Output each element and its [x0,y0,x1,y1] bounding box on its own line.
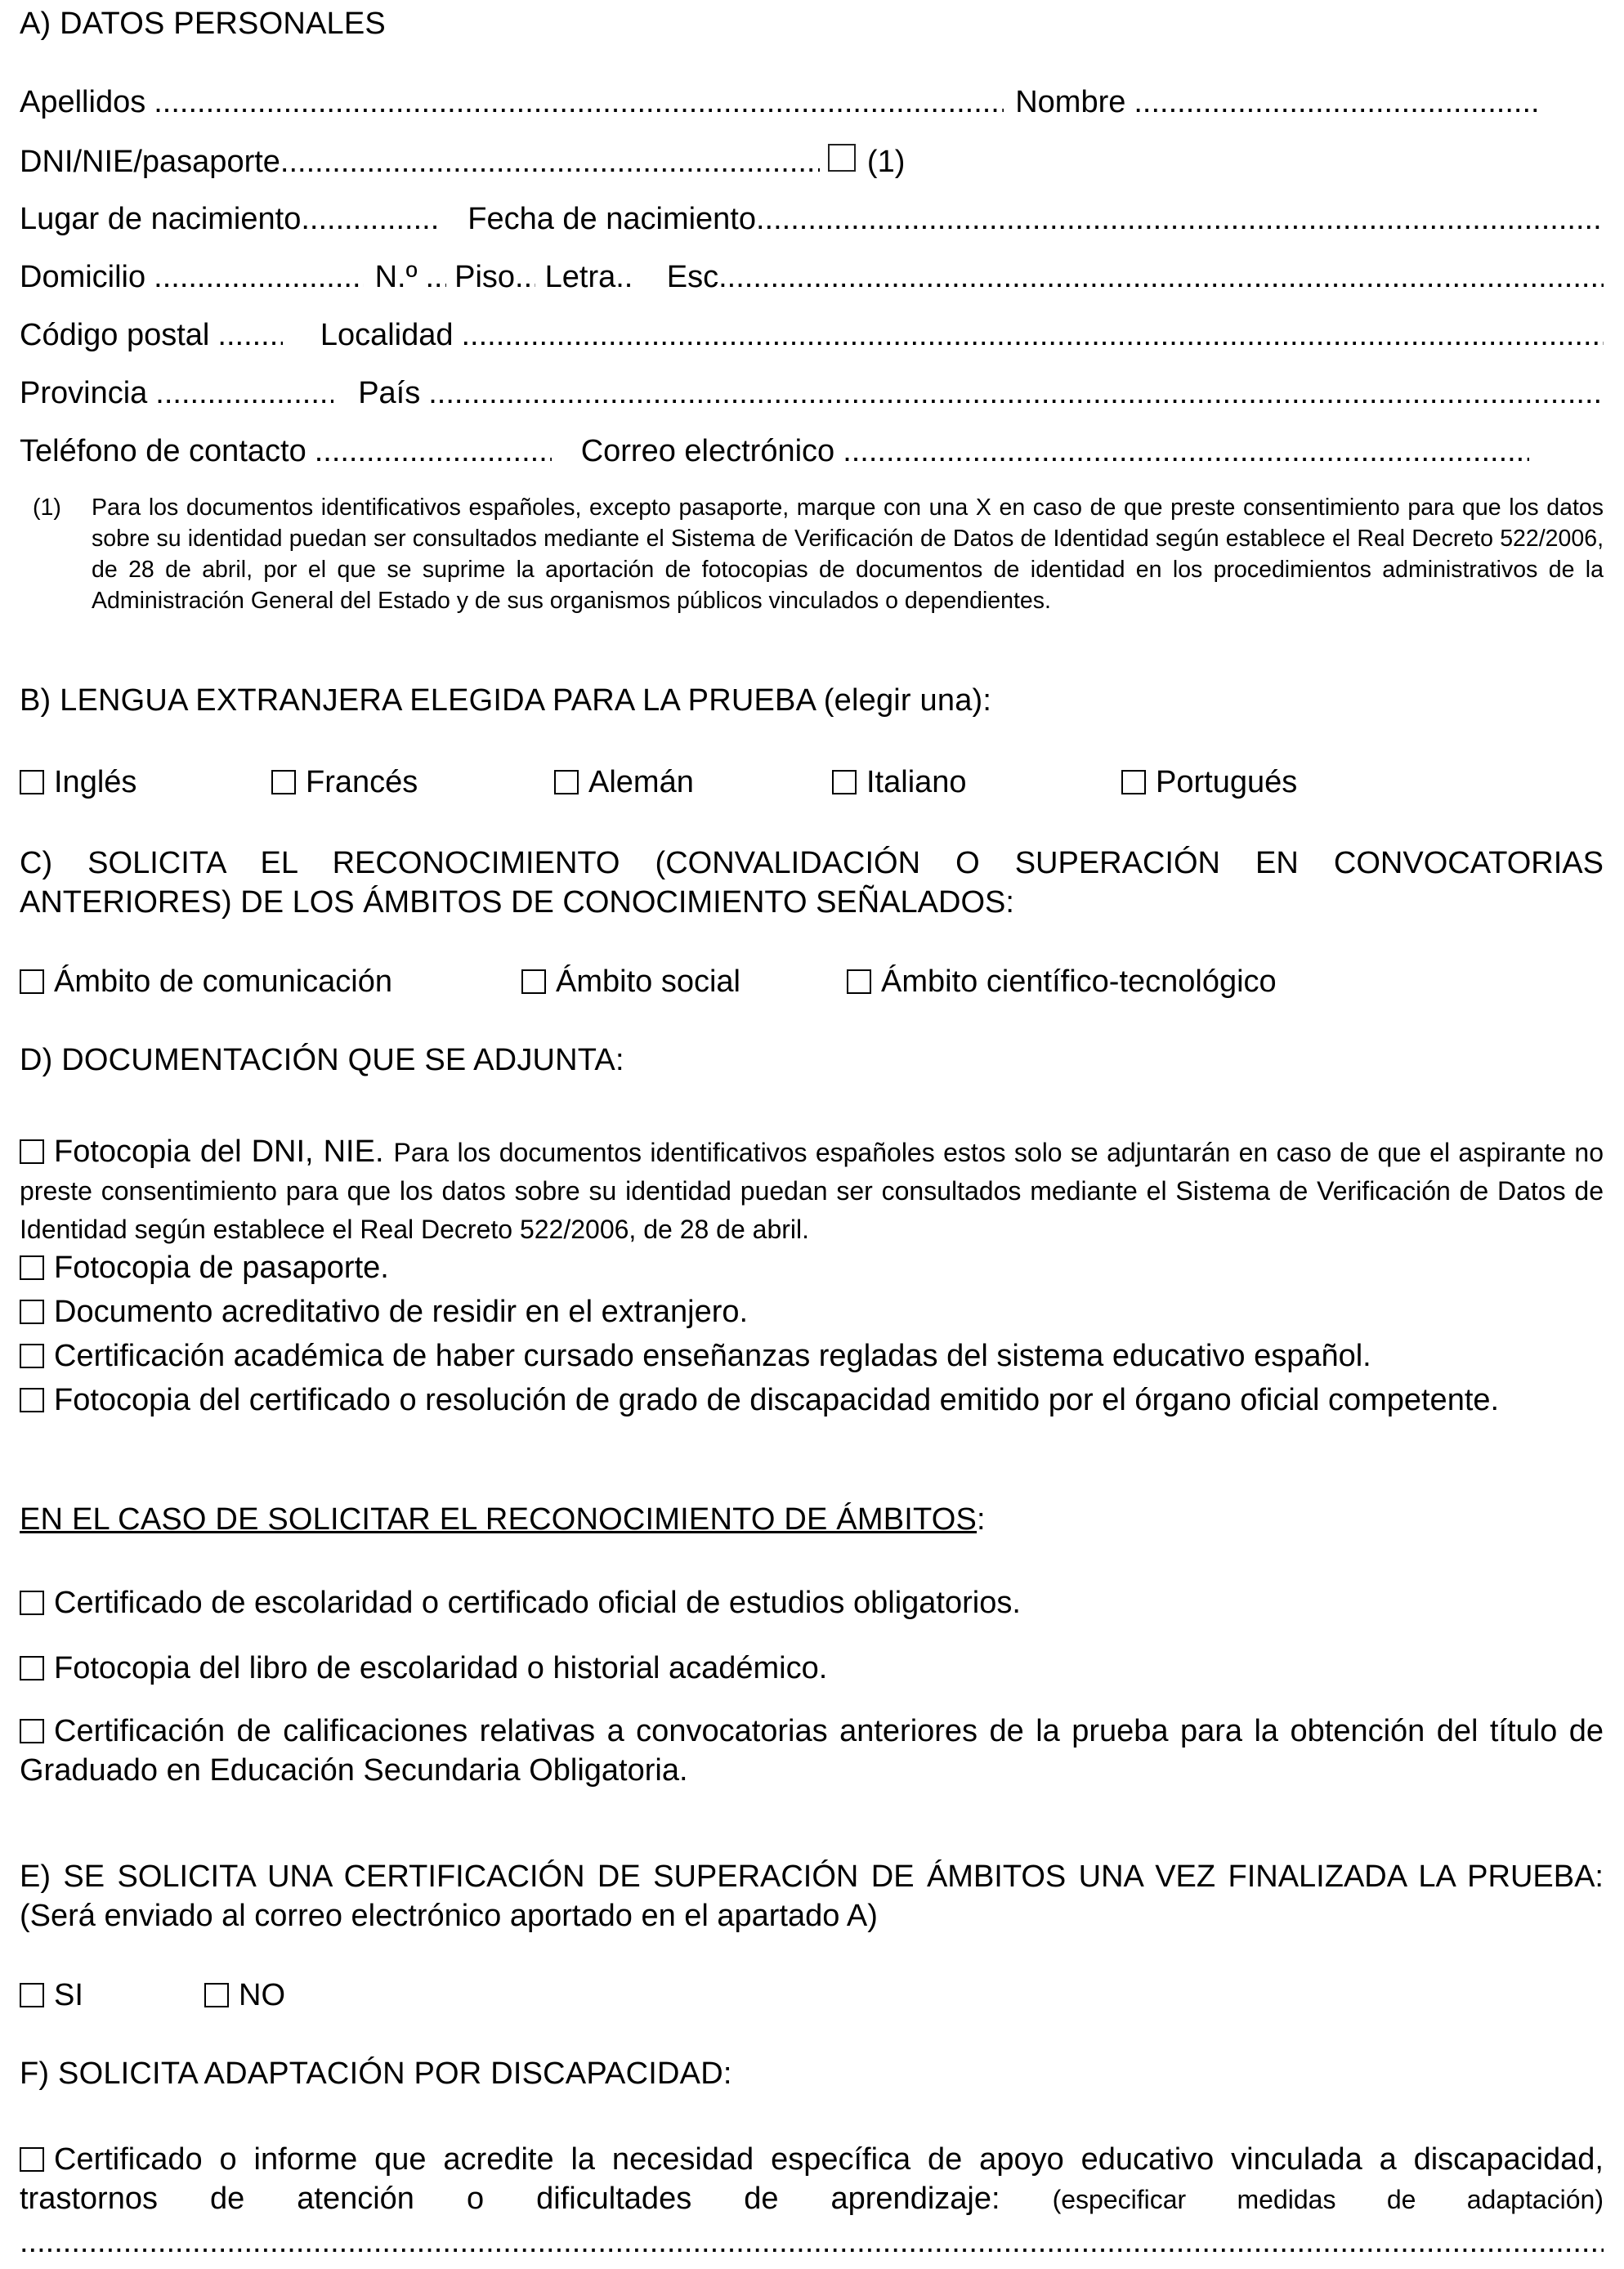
row-dni [20,144,1604,180]
option-label: Inglés [54,765,137,799]
letra-label: Letra [544,260,616,294]
row-apellidos-nombre [20,85,1604,120]
numero-label: N.º [374,260,418,294]
checkbox-icon[interactable] [20,1719,44,1743]
option-si[interactable] [20,1978,83,2013]
doc-item-label: Fotocopia de pasaporte. [54,1251,389,1285]
checkbox-icon[interactable] [554,770,579,794]
adaptacion-item-note: (especificar medidas de adaptación) [1052,2185,1604,2214]
escalera-field[interactable] [718,260,1604,295]
nombre-field[interactable] [1134,85,1542,120]
apellidos-label: Apellidos [20,85,146,119]
codigo-postal-label: Código postal [20,318,210,352]
fecha-nacimiento-label: Fecha de nacimiento [468,202,756,236]
checkbox-icon[interactable] [20,969,44,994]
footnote-number: (1) [33,495,61,521]
doc-dni-detail: Para los documentos identificativos españoles estos solo se adjuntarán en caso de que el aspirante no preste consentimiento para que los datos sobre su identidad puedan ser consultados mediante el Sistema de Verificación de Datos de Identidad según establece el Real Decreto 522/2006, de 28 de abril. [20,1138,1604,1244]
checkbox-icon[interactable] [832,770,857,794]
telefono-label: Teléfono de contacto [20,434,306,468]
localidad-label: Localidad [320,318,454,352]
adaptacion-item [20,2140,1604,2219]
doc-item-residencia[interactable] [20,1295,748,1330]
checkbox-icon[interactable] [20,1255,44,1280]
adaptacion-item-text [20,2140,1604,2219]
ambitos-item-label: Certificación de calificaciones relativas a convocatorias anteriores de la prueba para la obtención del título de Graduado en Educación Secundaria Obligatoria. [20,1714,1604,1788]
row-domicilio [20,260,1604,295]
correo-label: Correo electrónico [580,434,835,468]
adaptacion-item-label: Certificado o informe que acredite la necesidad específica de apoyo educativo vinculada a discapacidad, trastornos de atención o dificultades de aprendizaje: [20,2142,1604,2216]
fecha-nacimiento-field[interactable] [756,202,1604,237]
option-label: Alemán [588,765,694,799]
checkbox-icon[interactable] [20,1300,44,1324]
provincia-label: Provincia [20,376,148,410]
checkbox-icon[interactable] [20,770,44,794]
footnote-ref: (1) [866,145,906,179]
option-ambito-cientifico[interactable] [847,964,1277,1000]
pais-field[interactable] [428,376,1604,411]
piso-field[interactable] [515,260,535,295]
ambito-options [20,964,1604,1004]
ambitos-item-label: Certificado de escolaridad o certificado oficial de estudios obligatorios. [54,1586,1021,1620]
option-label: Francés [306,765,418,799]
doc-item-discapacidad[interactable] [20,1383,1499,1418]
certification-options [20,1978,1604,2017]
correo-field[interactable] [843,434,1529,469]
row-contacto [20,434,1604,469]
lugar-nacimiento-field[interactable] [301,202,441,237]
adaptacion-measures-line [20,2225,1604,2260]
option-ambito-social[interactable] [521,964,740,1000]
checkbox-icon[interactable] [20,1139,44,1164]
footnote-text: Para los documentos identificativos españoles, excepto pasaporte, marque con una X en caso de que preste consentimiento para que los datos sobre su identidad puedan ser consultados mediante el Sistema de Verificación de Datos de Identidad según establece el Real Decreto 522/2006, de 28 de abril, por el que se suprime la aportación de fotocopias de documentos de identidad en los procedimientos administrativos de la Administración General del Estado y de sus organismos públicos vinculados o dependientes. [92,495,1604,614]
section-e-title: E) SE SOLICITA UNA CERTIFICACIÓN DE SUPERACIÓN DE ÁMBITOS UNA VEZ FINALIZADA LA PRUEBA: (Será enviado al correo electrónico aportado en el apartado A) [20,1860,1604,1933]
checkbox-icon[interactable] [521,969,546,994]
doc-dni-item [20,1133,1604,1248]
piso-label: Piso [454,260,516,294]
ambitos-subheading [20,1502,986,1537]
dni-label: DNI/NIE/pasaporte [20,145,280,179]
ambitos-item-escolaridad[interactable] [20,1586,1021,1621]
checkbox-icon[interactable] [20,1344,44,1368]
ambitos-item-libro[interactable] [20,1651,827,1686]
option-label: SI [54,1978,83,2012]
row-provincia-pais [20,376,1604,411]
option-ambito-comunicacion[interactable] [20,964,392,1000]
checkbox-icon[interactable] [204,1983,229,2007]
checkbox-icon[interactable] [20,2147,44,2172]
section-d-title: D) DOCUMENTACIÓN QUE SE ADJUNTA: [20,1043,624,1077]
section-c-title: C) SOLICITA EL RECONOCIMIENTO (CONVALIDACIÓN O SUPERACIÓN EN CONVOCATORIAS ANTERIORES) DE LOS ÁMBITOS DE CONOCIMIENTO SEÑALADOS: [20,846,1604,920]
doc-item-label: Certificación académica de haber cursado enseñanzas regladas del sistema educativo español. [54,1339,1371,1373]
option-label: NO [239,1978,285,2012]
language-options [20,765,1604,804]
section-b-title: B) LENGUA EXTRANJERA ELEGIDA PARA LA PRUEBA (elegir una): [20,683,992,718]
pais-label: País [358,376,421,410]
row-cp-localidad [20,318,1604,353]
doc-item-certificacion[interactable] [20,1339,1371,1374]
option-label: Ámbito científico-tecnológico [881,964,1277,999]
checkbox-icon[interactable] [20,1388,44,1412]
checkbox-icon[interactable] [20,1656,44,1680]
ambitos-subheading-suffix: : [977,1502,986,1537]
option-label: Ámbito de comunicación [54,964,392,999]
telefono-field[interactable] [315,434,552,469]
escalera-label: Esc [666,260,719,294]
ambitos-item-calificaciones[interactable] [20,1712,1604,1790]
option-label: Ámbito social [556,964,740,999]
adaptacion-measures-field[interactable] [20,2225,1604,2260]
doc-dni-label: Fotocopia del DNI, NIE. [54,1134,384,1169]
checkbox-icon[interactable] [20,1591,44,1615]
section-a-title: A) DATOS PERSONALES [20,7,386,41]
checkbox-icon[interactable] [1121,770,1146,794]
codigo-postal-field[interactable] [217,318,282,353]
doc-item-label: Documento acreditativo de residir en el extranjero. [54,1295,749,1329]
option-portugues[interactable] [1121,765,1297,800]
doc-item-label: Fotocopia del certificado o resolución de grado de discapacidad emitido por el órgano oficial competente. [54,1383,1500,1417]
checkbox-icon[interactable] [20,1983,44,2007]
option-aleman[interactable] [554,765,694,800]
option-label: Italiano [866,765,967,799]
dni-field[interactable] [280,145,820,180]
option-italiano[interactable] [832,765,967,800]
ambitos-item-label: Fotocopia del libro de escolaridad o historial académico. [54,1651,828,1685]
dni-consent-checkbox[interactable] [828,144,856,172]
footnote [33,492,1604,616]
domicilio-field[interactable] [154,260,363,295]
lugar-nacimiento-label: Lugar de nacimiento [20,202,302,236]
provincia-field[interactable] [155,376,333,411]
letra-field[interactable] [615,260,633,295]
checkbox-icon[interactable] [271,770,296,794]
apellidos-field[interactable] [154,85,1004,120]
nombre-label: Nombre [1015,85,1126,119]
section-f-title: F) SOLICITA ADAPTACIÓN POR DISCAPACIDAD: [20,2056,732,2091]
domicilio-label: Domicilio [20,260,146,294]
doc-item-pasaporte[interactable] [20,1251,389,1286]
checkbox-icon[interactable] [847,969,871,994]
ambitos-subheading-text: EN EL CASO DE SOLICITAR EL RECONOCIMIENTO DE ÁMBITOS [20,1502,978,1537]
option-no[interactable] [204,1978,285,2013]
row-nacimiento [20,202,1604,237]
numero-field[interactable] [425,260,446,295]
option-ingles[interactable] [20,765,136,800]
option-frances[interactable] [271,765,418,800]
option-label: Portugués [1156,765,1298,799]
localidad-field[interactable] [462,318,1604,353]
